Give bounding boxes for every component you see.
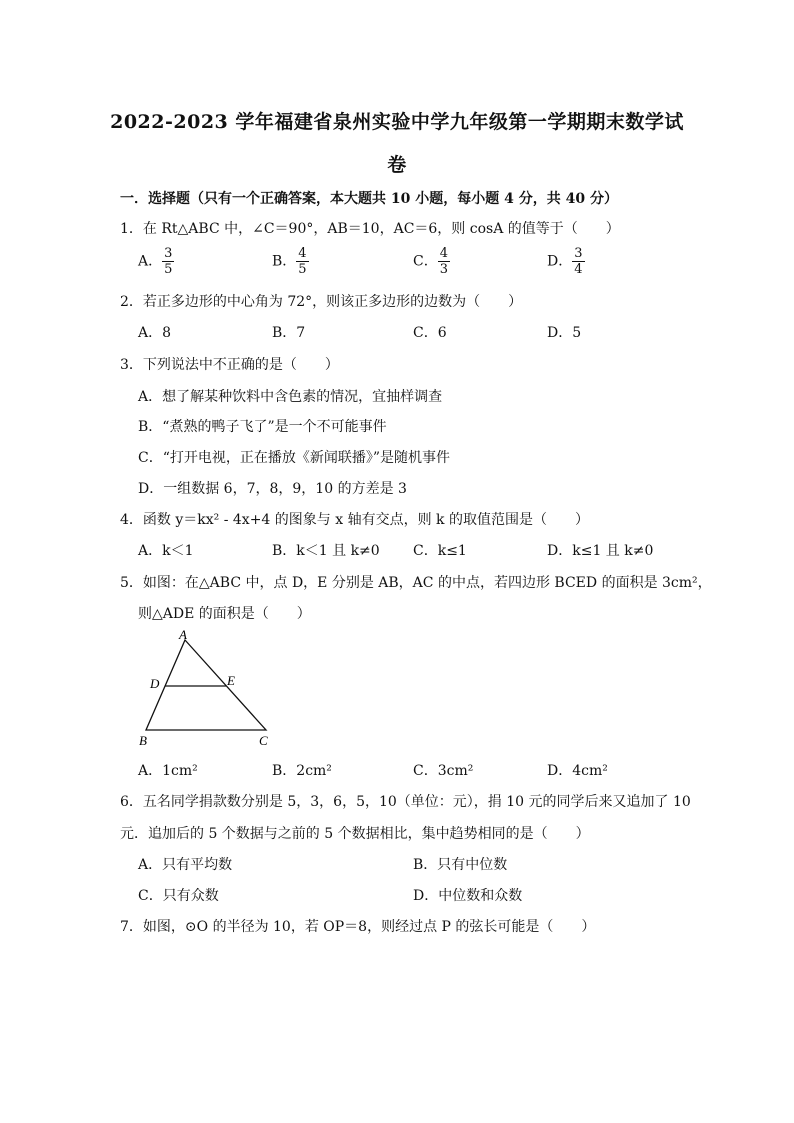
- q6-option-c: C．只有众数: [138, 888, 219, 904]
- q2-option-d: D．5: [547, 325, 582, 341]
- denominator: 5: [298, 262, 307, 277]
- numerator: 3: [574, 246, 583, 261]
- q3-option-a: A．想了解某种饮料中含色素的情况，宜抽样调查: [138, 389, 443, 405]
- q3-option-b: B．“煮熟的鸭子飞了”是一个不可能事件: [138, 419, 387, 435]
- q2-option-b: B．7: [272, 325, 306, 341]
- denominator: 3: [439, 262, 448, 277]
- q3-option-c: C．“打开电视，正在播放《新闻联播》”是随机事件: [138, 450, 451, 466]
- numerator: 4: [439, 246, 448, 261]
- fraction: [572, 246, 584, 277]
- triangle-figure: [132, 626, 282, 746]
- question-3-stem: 3．下列说法中不正确的是（ ）: [120, 357, 339, 373]
- q5-option-a: A．1cm²: [138, 763, 198, 779]
- page-title-line2: 卷: [387, 154, 407, 176]
- q4-option-d: D．k≤1 且 k≠0: [547, 543, 654, 559]
- question-5-stem-line1: 5．如图：在△ABC 中，点 D，E 分别是 AB，AC 的中点，若四边形 BCED 的面积是 3cm²，: [120, 575, 712, 591]
- q6-option-d: D．中位数和众数: [413, 888, 523, 904]
- question-4-stem: 4．函数 y＝kx² - 4x+4 的图象与 x 轴有交点，则 k 的取值范围是（ ）: [120, 512, 589, 528]
- option-letter: C．: [413, 253, 438, 270]
- q1-option-d: [547, 246, 585, 277]
- question-7-stem: 7．如图，⊙O 的半径为 10，若 OP＝8，则经过点 P 的弦长可能是（ ）: [120, 919, 596, 935]
- q5-option-c: C．3cm²: [413, 763, 474, 779]
- q2-option-a: A．8: [138, 325, 172, 341]
- q1-option-b: [272, 246, 309, 277]
- triangle-abc: [146, 640, 266, 730]
- numerator: 4: [298, 246, 307, 261]
- fraction: [162, 246, 174, 277]
- label-e: E: [227, 673, 235, 688]
- question-5-stem-line2: 则△ADE 的面积是（ ）: [138, 606, 311, 622]
- label-a: A: [179, 627, 187, 642]
- option-letter: D．: [547, 253, 573, 270]
- question-2-stem: 2．若正多边形的中心角为 72°，则该正多边形的边数为（ ）: [120, 294, 523, 310]
- q6-option-a: A．只有平均数: [138, 857, 233, 873]
- label-d: D: [150, 676, 160, 691]
- q5-option-b: B．2cm²: [272, 763, 332, 779]
- denominator: 4: [574, 262, 583, 277]
- fraction: [438, 246, 450, 277]
- question-6-stem-line2: 元．追加后的 5 个数据与之前的 5 个数据相比，集中趋势相同的是（ ）: [120, 826, 590, 842]
- q4-option-c: C．k≤1: [413, 543, 467, 559]
- q4-option-a: A．k＜1: [138, 543, 194, 559]
- question-6-stem-line1: 6．五名同学捐款数分别是 5，3，6，5，10（单位：元），捐 10 元的同学后来又追加了 10: [120, 794, 691, 810]
- numerator: 3: [164, 246, 173, 261]
- denominator: 5: [164, 262, 173, 277]
- fraction: [296, 246, 308, 277]
- page-title-line1: 2022-2023 学年福建省泉州实验中学九年级第一学期期末数学试: [110, 111, 684, 133]
- option-letter: A．: [138, 253, 163, 270]
- q1-option-c: [413, 246, 450, 277]
- q6-option-b: B．只有中位数: [413, 857, 508, 873]
- q5-option-d: D．4cm²: [547, 763, 608, 779]
- q2-option-c: C．6: [413, 325, 447, 341]
- q3-option-d: D．一组数据 6，7，8，9，10 的方差是 3: [138, 481, 407, 497]
- section-heading: 一．选择题（只有一个正确答案，本大题共 10 小题，每小题 4 分，共 40 分）: [120, 191, 618, 207]
- option-letter: B．: [272, 253, 297, 270]
- label-c: C: [259, 733, 268, 746]
- q4-option-b: B．k＜1 且 k≠0: [272, 543, 380, 559]
- q1-option-a: [138, 246, 174, 277]
- question-1-stem: 1．在 Rt△ABC 中，∠C＝90°，AB＝10，AC＝6，则 cosA 的值等于（ ）: [120, 221, 620, 237]
- label-b: B: [139, 733, 147, 746]
